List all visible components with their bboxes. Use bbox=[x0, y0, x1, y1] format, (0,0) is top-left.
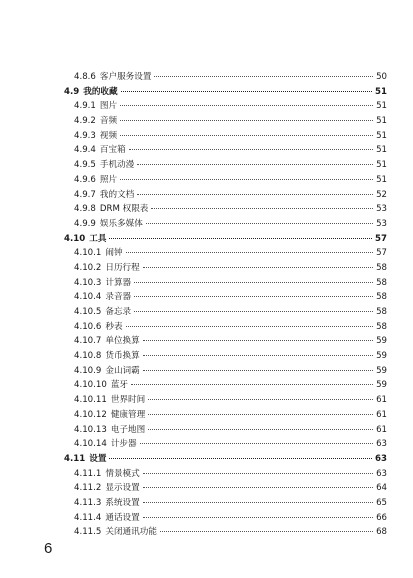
toc-entry-title: 手机动漫 bbox=[99, 160, 135, 171]
toc-dot-leader bbox=[109, 458, 372, 459]
toc-entry-title: 我的收藏 bbox=[83, 86, 118, 97]
toc-entry-page: 59 bbox=[376, 380, 387, 391]
toc-entry-page: 50 bbox=[376, 72, 387, 82]
toc-entry[interactable] bbox=[55, 99, 387, 114]
toc-entry[interactable] bbox=[55, 320, 387, 335]
toc-entry-number: 4.10.10 bbox=[74, 380, 107, 391]
toc-entry-number: 4.9.9 bbox=[74, 218, 96, 229]
toc-dot-leader bbox=[148, 414, 373, 415]
toc-entry[interactable] bbox=[55, 129, 387, 144]
toc-entry[interactable] bbox=[55, 305, 387, 320]
toc-entry[interactable] bbox=[55, 481, 387, 496]
toc-dot-leader bbox=[121, 91, 372, 92]
toc-entry-title: 设置 bbox=[89, 453, 107, 464]
toc-entry-number: 4.11.2 bbox=[74, 483, 102, 494]
toc-entry-number: 4.9.6 bbox=[74, 174, 96, 185]
toc-entry[interactable] bbox=[55, 290, 387, 305]
toc-dot-leader bbox=[148, 399, 373, 400]
toc-entry[interactable] bbox=[55, 408, 387, 423]
toc-entry-page: 51 bbox=[376, 174, 387, 185]
toc-entry-title: 闹钟 bbox=[105, 248, 123, 259]
toc-dot-leader bbox=[143, 355, 373, 356]
toc-entry[interactable] bbox=[55, 452, 387, 467]
toc-entry-number: 4.11.5 bbox=[74, 527, 102, 538]
toc-entry-page: 68 bbox=[376, 527, 387, 538]
toc-entry-title: 百宝箱 bbox=[99, 145, 126, 156]
toc-entry-number: 4.10.13 bbox=[74, 424, 107, 435]
toc-entry-page: 63 bbox=[376, 439, 387, 450]
toc-entry-page: 59 bbox=[376, 351, 387, 362]
toc-entry-title: 音频 bbox=[99, 116, 118, 127]
toc-entry-title: 单位换算 bbox=[105, 336, 140, 347]
toc-entry[interactable] bbox=[55, 85, 387, 100]
toc-dot-leader bbox=[148, 429, 373, 430]
toc-dot-leader bbox=[137, 194, 373, 195]
toc-dot-leader bbox=[154, 76, 373, 77]
toc-entry-page: 51 bbox=[376, 160, 387, 171]
toc-entry-title: 视频 bbox=[99, 130, 118, 141]
toc-entry-page: 53 bbox=[376, 218, 387, 229]
toc-entry-title: 秒表 bbox=[105, 321, 123, 332]
toc-entry-number: 4.9.7 bbox=[74, 189, 96, 200]
toc-entry-page: 61 bbox=[376, 395, 387, 406]
toc-entry[interactable] bbox=[55, 467, 387, 482]
toc-entry-number: 4.9 bbox=[64, 86, 80, 97]
toc-entry-page: 57 bbox=[376, 248, 387, 259]
toc-entry-number: 4.10.8 bbox=[74, 351, 102, 362]
toc-entry[interactable] bbox=[55, 217, 387, 232]
toc-dot-leader bbox=[143, 517, 373, 518]
toc-entry[interactable] bbox=[55, 173, 387, 188]
toc-entry-number: 4.9.8 bbox=[74, 204, 96, 215]
toc-dot-leader bbox=[140, 443, 373, 444]
toc-entry[interactable] bbox=[55, 496, 387, 511]
toc-entry[interactable] bbox=[55, 378, 387, 393]
toc-entry-page: 51 bbox=[376, 130, 387, 141]
toc-entry-title: 系统设置 bbox=[105, 497, 140, 508]
toc-entry-page: 58 bbox=[376, 321, 387, 332]
toc-entry[interactable] bbox=[55, 349, 387, 364]
toc-entry-page: 57 bbox=[375, 233, 387, 244]
toc-dot-leader bbox=[143, 487, 373, 488]
toc-entry[interactable] bbox=[55, 114, 387, 129]
toc-entry-title: 娱乐多媒体 bbox=[99, 218, 143, 229]
toc-entry-title: 备忘录 bbox=[105, 307, 132, 317]
toc-entry-page: 65 bbox=[376, 497, 387, 508]
toc-entry-number: 4.10.2 bbox=[74, 262, 102, 273]
toc-dot-leader bbox=[120, 135, 373, 136]
toc-entry-title: 图片 bbox=[99, 101, 118, 112]
toc-entry-page: 59 bbox=[376, 365, 387, 376]
toc-entry-title: 计算器 bbox=[105, 277, 132, 288]
toc-entry-number: 4.9.3 bbox=[74, 130, 96, 141]
toc-dot-leader bbox=[129, 149, 373, 150]
toc-entry-number: 4.9.5 bbox=[74, 160, 96, 171]
toc-entry[interactable] bbox=[55, 158, 387, 173]
toc-entry-page: 51 bbox=[376, 101, 387, 112]
toc-entry-title: 金山词霸 bbox=[105, 365, 140, 376]
toc-entry-number: 4.10.11 bbox=[74, 395, 107, 406]
toc-entry-number: 4.11.3 bbox=[74, 497, 102, 508]
toc-entry-title: 货币换算 bbox=[105, 351, 140, 362]
toc-entry-number: 4.9.4 bbox=[74, 145, 96, 156]
toc-dot-leader bbox=[126, 252, 374, 253]
toc-dot-leader bbox=[131, 384, 373, 385]
toc-entry-number: 4.10.6 bbox=[74, 321, 102, 332]
toc-entry-page: 53 bbox=[376, 204, 387, 215]
toc-entry[interactable] bbox=[55, 188, 387, 203]
toc-entry[interactable] bbox=[55, 334, 387, 349]
toc-entry-title: 工具 bbox=[89, 233, 107, 244]
toc-entry-number: 4.10.7 bbox=[74, 336, 102, 347]
toc-entry-title: 显示设置 bbox=[105, 483, 140, 494]
toc-entry-page: 58 bbox=[376, 292, 387, 303]
toc-entry[interactable] bbox=[55, 393, 387, 408]
toc-entry-page: 52 bbox=[376, 189, 387, 200]
toc-dot-leader bbox=[137, 164, 373, 165]
toc-entry-number: 4.11.1 bbox=[74, 468, 102, 479]
toc-dot-leader bbox=[134, 282, 373, 283]
toc-entry-title: 关闭通讯功能 bbox=[105, 527, 157, 538]
toc-dot-leader bbox=[151, 208, 373, 209]
toc-entry-page: 58 bbox=[376, 277, 387, 288]
toc-entry-title: 客户服务设置 bbox=[99, 72, 152, 82]
toc-dot-leader bbox=[120, 179, 373, 180]
toc-entry[interactable] bbox=[55, 364, 387, 379]
toc-entry-number: 4.10.14 bbox=[74, 439, 107, 450]
toc-dot-leader bbox=[134, 311, 373, 312]
toc-entry-title: 照片 bbox=[99, 174, 118, 185]
toc-entry-title: 情景模式 bbox=[105, 468, 140, 479]
toc-dot-leader bbox=[160, 531, 373, 532]
toc-entry-page: 61 bbox=[376, 409, 387, 420]
toc-entry-title: 我的文档 bbox=[99, 189, 135, 200]
toc-entry-number: 4.9.1 bbox=[74, 101, 96, 112]
toc-dot-leader bbox=[134, 296, 373, 297]
toc-entry[interactable] bbox=[55, 246, 387, 261]
toc-entry-title: 电子地图 bbox=[110, 424, 146, 435]
toc-entry-page: 58 bbox=[376, 262, 387, 273]
toc-entry-number: 4.10.12 bbox=[74, 409, 107, 420]
toc-dot-leader bbox=[146, 223, 373, 224]
page-number: 6 bbox=[44, 540, 53, 557]
toc-entry-page: 51 bbox=[376, 145, 387, 156]
toc-entry-title: 通话设置 bbox=[105, 512, 140, 523]
table-of-contents bbox=[55, 70, 387, 540]
toc-entry-page: 61 bbox=[376, 424, 387, 435]
toc-entry-number: 4.10.4 bbox=[74, 292, 102, 303]
toc-dot-leader bbox=[143, 502, 373, 503]
toc-entry-title: 日历行程 bbox=[105, 262, 140, 273]
toc-entry-page: 64 bbox=[376, 483, 387, 494]
toc-entry-title: 世界时间 bbox=[110, 395, 146, 406]
toc-entry-page: 63 bbox=[376, 468, 387, 479]
toc-entry-number: 4.10.5 bbox=[74, 307, 102, 317]
toc-entry-page: 59 bbox=[376, 336, 387, 347]
toc-dot-leader bbox=[120, 120, 373, 121]
toc-entry[interactable] bbox=[55, 525, 387, 540]
toc-entry[interactable] bbox=[55, 143, 387, 158]
toc-entry-title: 计步器 bbox=[110, 439, 137, 450]
toc-entry-number: 4.9.2 bbox=[74, 116, 96, 127]
toc-entry[interactable] bbox=[55, 202, 387, 217]
toc-entry-number: 4.11.4 bbox=[74, 512, 102, 523]
toc-entry-page: 51 bbox=[375, 86, 387, 97]
toc-entry[interactable] bbox=[55, 423, 387, 438]
toc-dot-leader bbox=[143, 473, 373, 474]
toc-entry[interactable] bbox=[55, 276, 387, 291]
toc-entry[interactable] bbox=[55, 70, 387, 85]
toc-entry-number: 4.11 bbox=[64, 453, 86, 464]
toc-entry-page: 58 bbox=[376, 307, 387, 317]
toc-dot-leader bbox=[143, 370, 373, 371]
toc-dot-leader bbox=[143, 340, 373, 341]
toc-entry-title: 蓝牙 bbox=[110, 380, 129, 391]
toc-dot-leader bbox=[126, 326, 374, 327]
toc-dot-leader bbox=[143, 267, 373, 268]
toc-entry-title: 健康管理 bbox=[110, 409, 146, 420]
toc-entry[interactable] bbox=[55, 261, 387, 276]
toc-entry-number: 4.10.9 bbox=[74, 365, 102, 376]
toc-entry-number: 4.8.6 bbox=[74, 72, 96, 82]
toc-entry-number: 4.10 bbox=[64, 233, 86, 244]
toc-entry-number: 4.10.1 bbox=[74, 248, 102, 259]
toc-entry-page: 63 bbox=[375, 453, 387, 464]
toc-entry-title: DRM 权限表 bbox=[99, 204, 149, 215]
toc-entry-page: 66 bbox=[376, 512, 387, 523]
toc-entry[interactable] bbox=[55, 232, 387, 247]
toc-entry[interactable] bbox=[55, 511, 387, 526]
toc-dot-leader bbox=[109, 238, 372, 239]
toc-entry-title: 录音器 bbox=[105, 292, 132, 303]
toc-entry[interactable] bbox=[55, 437, 387, 452]
toc-entry-page: 51 bbox=[376, 116, 387, 127]
toc-entry-number: 4.10.3 bbox=[74, 277, 102, 288]
toc-dot-leader bbox=[120, 105, 373, 106]
